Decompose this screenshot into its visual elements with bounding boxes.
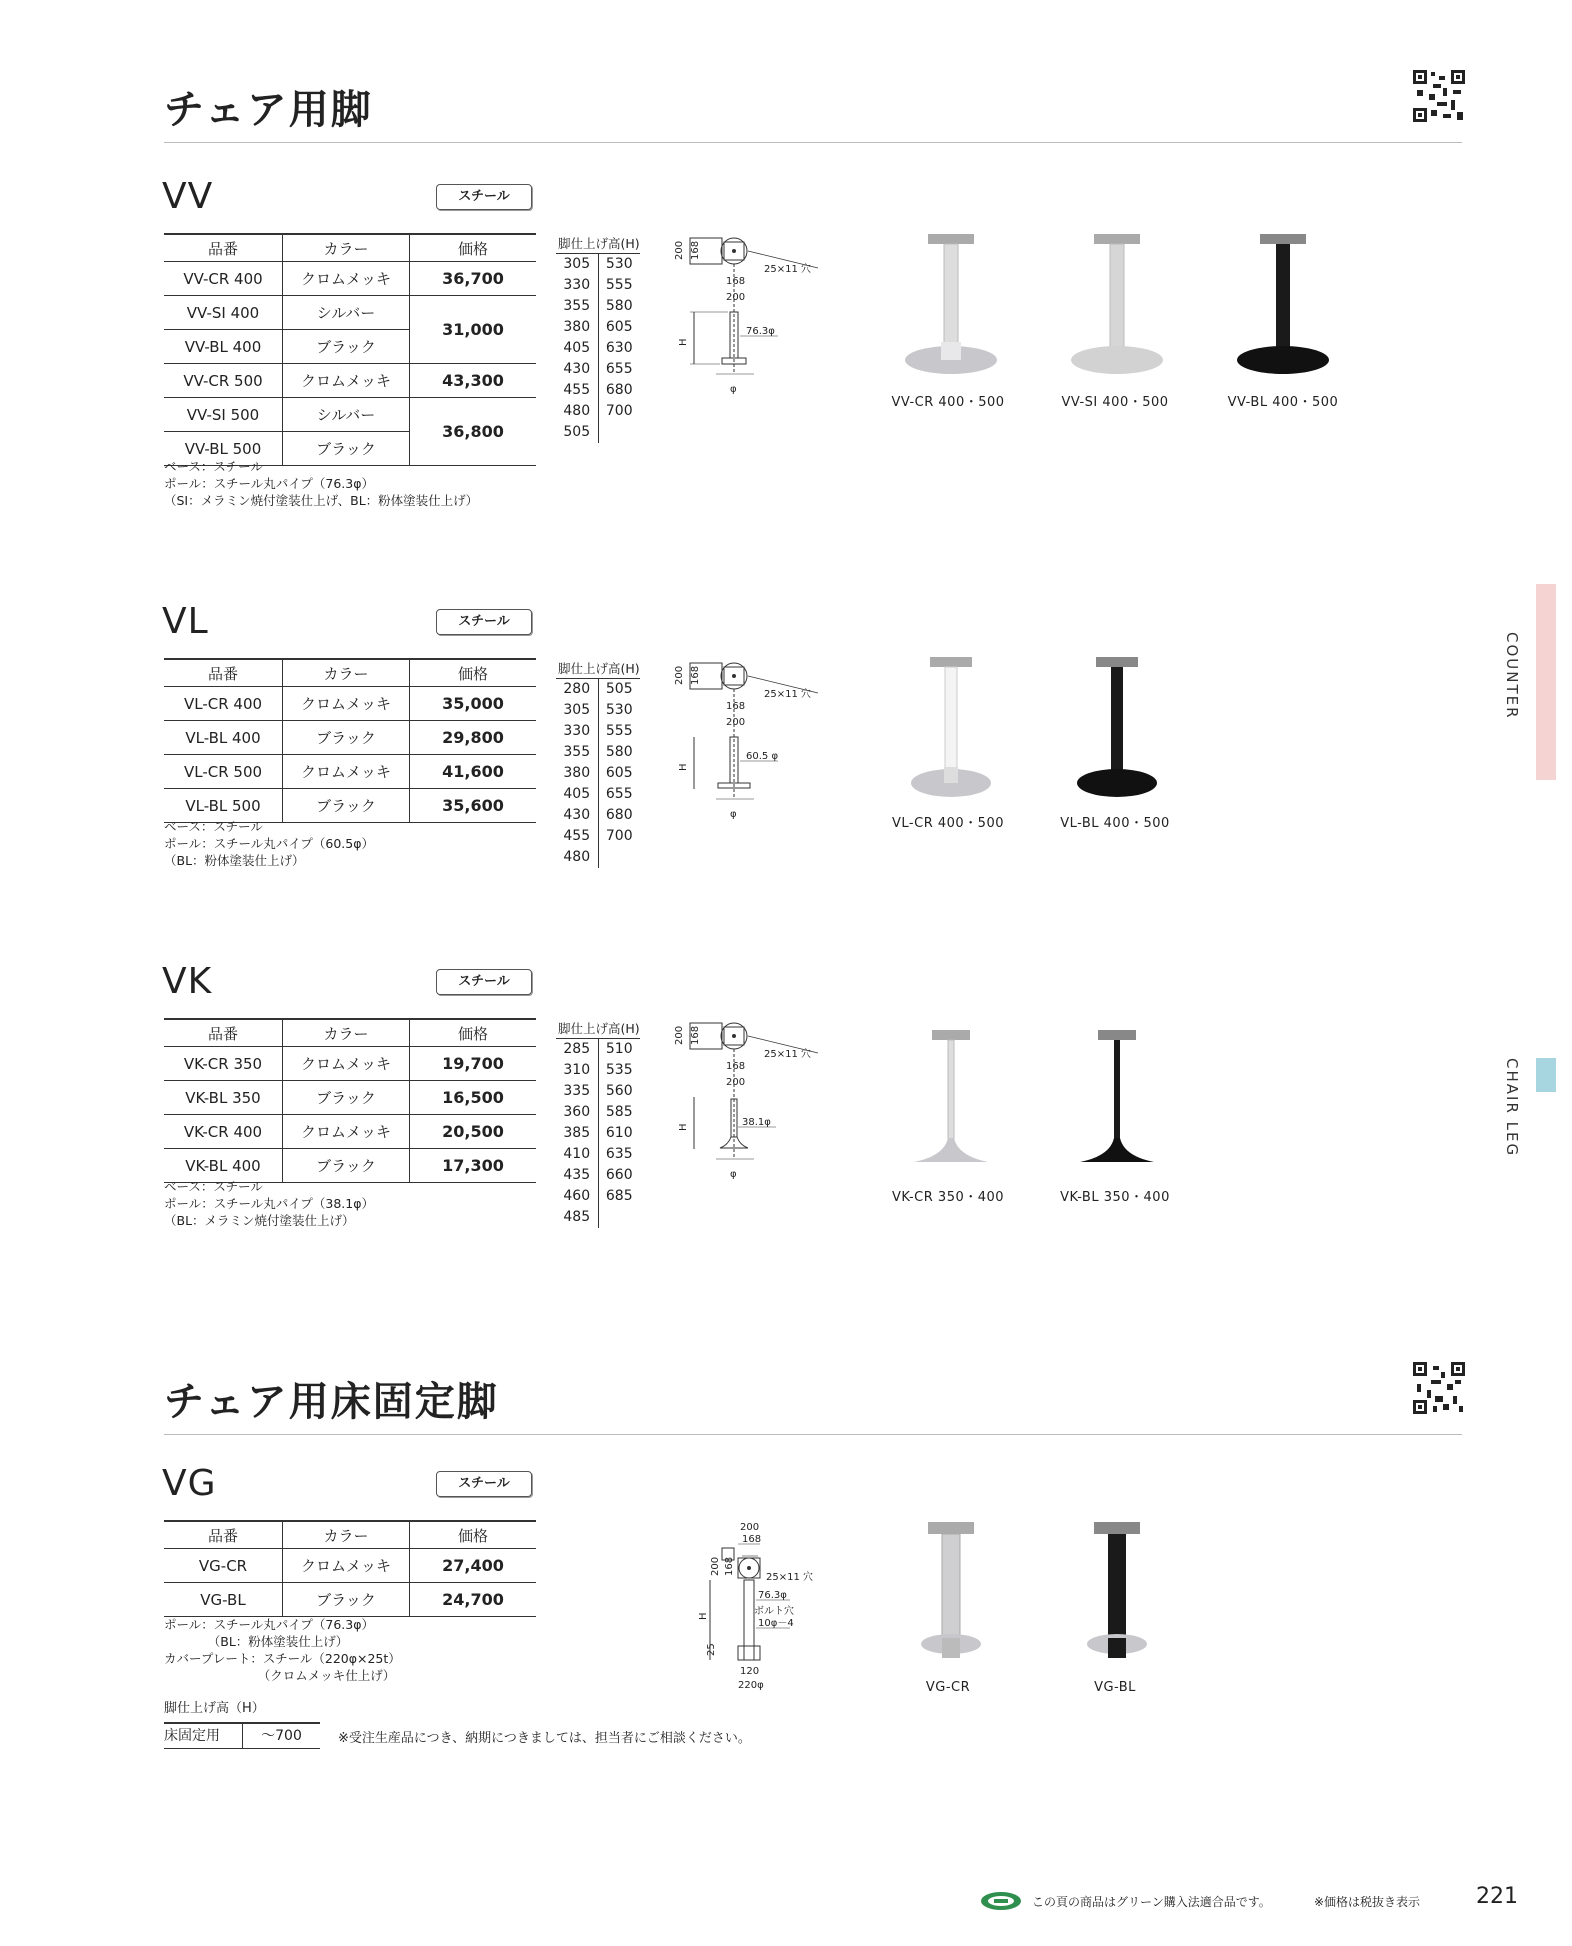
table-row — [164, 262, 536, 296]
height-col-right — [599, 679, 641, 868]
height-value: 305 — [563, 702, 591, 718]
product-image-vl-bl — [1062, 655, 1172, 805]
cell-code: VL-BL 500 — [164, 789, 283, 823]
col-header-code: 品番 — [164, 234, 283, 262]
table-row — [164, 1047, 536, 1081]
dim-168: 168 — [690, 665, 701, 685]
table-row — [164, 755, 536, 789]
series-name-vg: VG — [162, 1463, 217, 1504]
cell-code: VL-CR 500 — [164, 755, 283, 789]
cell-code: VG-BL — [164, 1583, 283, 1617]
height-value: 505 — [563, 424, 591, 440]
height-value: 455 — [563, 828, 591, 844]
dim-hole: 25×11 穴 — [764, 264, 812, 275]
height-value: 455 — [563, 382, 591, 398]
col-header-price: 価格 — [410, 1019, 537, 1047]
height-col-right — [599, 254, 641, 443]
height-value: 655 — [605, 361, 633, 377]
cell-color: ブラック — [283, 1583, 410, 1617]
height-col-left — [556, 679, 599, 868]
height-table-vl — [556, 659, 640, 868]
cell-price: 16,500 — [410, 1081, 537, 1115]
table-row — [164, 1081, 536, 1115]
cell-price: 41,600 — [410, 755, 537, 789]
dimension-diagram-vk — [668, 1017, 828, 1187]
caption-vk-cr: VK-CR 350・400 — [891, 1190, 1005, 1205]
green-purchase-logo-icon — [980, 1891, 1022, 1911]
dim-hole: 25×11 穴 — [764, 689, 812, 700]
dim-120: 120 — [740, 1666, 760, 1677]
dim-168: 168 — [742, 1534, 762, 1545]
caption-vl-cr: VL-CR 400・500 — [892, 816, 1004, 831]
dim-bolt-2: 10φ－4 — [758, 1618, 794, 1629]
product-image-vk-bl — [1062, 1028, 1172, 1178]
height-col-left — [556, 1039, 599, 1228]
dim-h: H — [678, 1123, 689, 1131]
dim-pipe: 38.1φ — [742, 1117, 771, 1128]
cell-price: 31,000 — [410, 296, 537, 364]
dimension-diagram-vv — [668, 232, 828, 402]
dim-pipe: 60.5 φ — [746, 751, 779, 762]
table-row — [164, 1549, 536, 1583]
height-value: 510 — [605, 1041, 633, 1057]
dim-200: 200 — [674, 1025, 685, 1045]
height-value: 360 — [563, 1104, 591, 1120]
dim-200-w: 200 — [726, 1077, 746, 1088]
cell-color: ブラック — [283, 432, 410, 466]
height-value: 385 — [563, 1125, 591, 1141]
cell-color: ブラック — [283, 330, 410, 364]
side-tab-chair-leg[interactable]: CHAIR LEG — [1503, 1058, 1521, 1158]
product-image-vv-cr — [896, 232, 1006, 382]
qr-code-icon[interactable] — [1413, 1362, 1465, 1414]
cell-color: クロムメッキ — [283, 262, 410, 296]
dim-200-v: 200 — [710, 1556, 721, 1576]
col-header-price: 価格 — [410, 234, 537, 262]
cell-color: ブラック — [283, 789, 410, 823]
dim-168-w: 168 — [726, 701, 746, 712]
cell-price: 35,600 — [410, 789, 537, 823]
height-value: 535 — [605, 1062, 633, 1078]
height-value: 555 — [605, 723, 633, 739]
cell-code: VV-SI 400 — [164, 296, 283, 330]
height-value: 585 — [605, 1104, 633, 1120]
dim-base: φ — [730, 1169, 737, 1180]
product-image-vk-cr — [896, 1028, 1006, 1178]
cell-code: VK-BL 400 — [164, 1149, 283, 1183]
height-value: 610 — [605, 1125, 633, 1141]
height-value: 700 — [605, 828, 633, 844]
side-tab-counter[interactable]: COUNTER — [1503, 632, 1521, 720]
cell-price: 17,300 — [410, 1149, 537, 1183]
qr-code-icon[interactable] — [1413, 70, 1465, 122]
dimension-diagram-vg — [680, 1518, 830, 1698]
caption-vv-bl: VV-BL 400・500 — [1227, 395, 1339, 410]
dim-pipe: 76.3φ — [746, 326, 775, 337]
height-value: 460 — [563, 1188, 591, 1204]
fixed-value: ～700 — [261, 1728, 302, 1744]
caption-vl-bl: VL-BL 400・500 — [1060, 816, 1170, 831]
col-header-code: 品番 — [164, 1019, 283, 1047]
height-value: 580 — [605, 744, 633, 760]
height-table-header: 脚仕上げ高(H) — [556, 659, 640, 679]
height-value: 380 — [563, 765, 591, 781]
col-header-code: 品番 — [164, 1521, 283, 1549]
cell-color: クロムメッキ — [283, 1549, 410, 1583]
cell-color: ブラック — [283, 721, 410, 755]
product-image-vv-si — [1062, 232, 1172, 382]
height-value: 555 — [605, 277, 633, 293]
cell-code: VG-CR — [164, 1549, 283, 1583]
height-value: 635 — [605, 1146, 633, 1162]
dim-base: 220φ — [738, 1680, 764, 1691]
dim-200: 200 — [674, 665, 685, 685]
green-purchase-note: この頁の商品はグリーン購入法適合品です。 — [1032, 1895, 1271, 1909]
dim-168-w: 168 — [726, 1061, 746, 1072]
material-badge: スチール — [436, 969, 532, 995]
series-name-vk: VK — [162, 961, 213, 1002]
height-value: 330 — [563, 277, 591, 293]
height-value: 685 — [605, 1188, 633, 1204]
height-table-header: 脚仕上げ高(H) — [556, 1019, 640, 1039]
col-header-code: 品番 — [164, 659, 283, 687]
height-value: 680 — [605, 382, 633, 398]
height-table-header: 脚仕上げ高(H) — [556, 234, 640, 254]
cell-color: クロムメッキ — [283, 755, 410, 789]
section-title-chair-leg: チェア用脚 — [164, 87, 373, 133]
cell-price: 27,400 — [410, 1549, 537, 1583]
dim-base: φ — [730, 809, 737, 820]
height-value: 630 — [605, 340, 633, 356]
product-image-vg-cr — [896, 1520, 1006, 1670]
height-value: 330 — [563, 723, 591, 739]
cell-code: VV-BL 400 — [164, 330, 283, 364]
cell-code: VV-CR 500 — [164, 364, 283, 398]
cell-price: 35,000 — [410, 687, 537, 721]
cell-code: VV-BL 500 — [164, 432, 283, 466]
height-value: 305 — [563, 256, 591, 272]
col-header-color: カラー — [283, 1019, 410, 1047]
dim-pipe: 76.3φ — [758, 1590, 787, 1601]
height-value: 380 — [563, 319, 591, 335]
table-row — [164, 1583, 536, 1617]
cell-color: ブラック — [283, 1081, 410, 1115]
cell-color: クロムメッキ — [283, 687, 410, 721]
col-header-color: カラー — [283, 659, 410, 687]
height-value: 355 — [563, 744, 591, 760]
page-number: 221 — [1476, 1884, 1518, 1909]
height-value: 700 — [605, 403, 633, 419]
dim-168: 168 — [690, 1025, 701, 1045]
height-value: 655 — [605, 786, 633, 802]
cell-price: 43,300 — [410, 364, 537, 398]
tax-note: ※価格は税抜き表示 — [1314, 1895, 1421, 1909]
table-row — [164, 687, 536, 721]
spec-table-vl — [164, 658, 536, 823]
dim-base: φ — [730, 384, 737, 395]
height-value: 680 — [605, 807, 633, 823]
cell-code: VL-CR 400 — [164, 687, 283, 721]
chair-leg-tab-marker[interactable] — [1536, 1058, 1556, 1092]
height-value: 405 — [563, 786, 591, 802]
material-notes: ベース：スチール ポール：スチール丸パイプ（60.5φ） （BL：粉体塗装仕上げ） — [164, 819, 374, 868]
height-value: 530 — [605, 256, 633, 272]
spec-table-vk — [164, 1018, 536, 1183]
dim-h: H — [678, 338, 689, 346]
table-row — [164, 398, 536, 432]
caption-vv-si: VV-SI 400・500 — [1061, 395, 1169, 410]
section-title-floor-fixed-leg: チェア用床固定脚 — [164, 1379, 499, 1425]
spec-table-vv — [164, 233, 536, 466]
height-value: 285 — [563, 1041, 591, 1057]
height-value: 485 — [563, 1209, 591, 1225]
table-row — [164, 296, 536, 330]
height-table-vk — [556, 1019, 640, 1228]
col-header-price: 価格 — [410, 1521, 537, 1549]
height-value: 530 — [605, 702, 633, 718]
material-notes: ベース：スチール ポール：スチール丸パイプ（76.3φ） （SI：メラミン焼付塗装仕上げ、BL：粉体塗装仕上げ） — [164, 459, 479, 508]
height-value: 505 — [605, 681, 633, 697]
cell-color: ブラック — [283, 1149, 410, 1183]
cell-color: シルバー — [283, 296, 410, 330]
cell-code: VV-SI 500 — [164, 398, 283, 432]
dim-hole: 25×11 穴 — [764, 1049, 812, 1060]
height-value: 430 — [563, 807, 591, 823]
counter-tab-marker[interactable] — [1536, 584, 1556, 780]
height-value: 605 — [605, 319, 633, 335]
caption-vk-bl: VK-BL 350・400 — [1060, 1190, 1170, 1205]
material-badge: スチール — [436, 1471, 532, 1497]
dim-hole: 25×11 穴 — [766, 1572, 814, 1583]
height-table-vv — [556, 234, 640, 443]
order-note: ※受注生産品につき、納期につきましては、担当者にご相談ください。 — [338, 1731, 751, 1746]
height-label: 脚仕上げ高（H） — [164, 1701, 265, 1716]
cell-price: 20,500 — [410, 1115, 537, 1149]
height-value: 435 — [563, 1167, 591, 1183]
cell-color: クロムメッキ — [283, 1047, 410, 1081]
cell-code: VK-CR 400 — [164, 1115, 283, 1149]
cell-color: クロムメッキ — [283, 1115, 410, 1149]
caption-vg-cr: VG-CR — [925, 1680, 971, 1695]
table-row — [164, 721, 536, 755]
dim-h: H — [698, 1612, 709, 1620]
cell-code: VV-CR 400 — [164, 262, 283, 296]
dim-200: 200 — [740, 1522, 760, 1533]
height-value: 280 — [563, 681, 591, 697]
height-value: 480 — [563, 403, 591, 419]
series-name-vl: VL — [162, 601, 209, 642]
material-notes: ポール：スチール丸パイプ（76.3φ） （BL：粉体塗装仕上げ） カバープレート：スチール（220φ×25t） （クロムメッキ仕上げ） — [164, 1617, 401, 1683]
cell-color: クロムメッキ — [283, 364, 410, 398]
height-col-right — [599, 1039, 641, 1228]
height-value: 310 — [563, 1062, 591, 1078]
dim-200-w: 200 — [726, 717, 746, 728]
fixed-label: 床固定用 — [164, 1724, 243, 1748]
cell-price: 36,700 — [410, 262, 537, 296]
dim-200: 200 — [674, 240, 685, 260]
material-badge: スチール — [436, 609, 532, 635]
cell-price: 29,800 — [410, 721, 537, 755]
height-value: 335 — [563, 1083, 591, 1099]
dim-168: 168 — [690, 240, 701, 260]
product-image-vg-bl — [1062, 1520, 1172, 1670]
height-value: 405 — [563, 340, 591, 356]
height-value: 560 — [605, 1083, 633, 1099]
height-value: 410 — [563, 1146, 591, 1162]
table-row — [164, 364, 536, 398]
cell-price: 24,700 — [410, 1583, 537, 1617]
col-header-color: カラー — [283, 234, 410, 262]
cell-price: 36,800 — [410, 398, 537, 466]
series-name-vv: VV — [162, 176, 214, 217]
dim-bolt: ボルト穴 — [754, 1606, 794, 1617]
cell-color: シルバー — [283, 398, 410, 432]
height-value: 580 — [605, 298, 633, 314]
height-value: 480 — [563, 849, 591, 865]
spec-table-vg — [164, 1520, 536, 1617]
material-notes: ベース：スチール ポール：スチール丸パイプ（38.1φ） （BL：メラミン焼付塗装仕上げ） — [164, 1179, 374, 1228]
col-header-color: カラー — [283, 1521, 410, 1549]
height-value: 605 — [605, 765, 633, 781]
cell-price: 19,700 — [410, 1047, 537, 1081]
cell-code: VK-BL 350 — [164, 1081, 283, 1115]
dim-168-v: 168 — [724, 1556, 735, 1576]
dim-25: 25 — [706, 1643, 717, 1656]
product-image-vl-cr — [896, 655, 1006, 805]
caption-vv-cr: VV-CR 400・500 — [891, 395, 1005, 410]
cell-code: VL-BL 400 — [164, 721, 283, 755]
cell-code: VK-CR 350 — [164, 1047, 283, 1081]
table-row — [164, 1115, 536, 1149]
col-header-price: 価格 — [410, 659, 537, 687]
fixed-height-table — [164, 1722, 320, 1749]
height-value: 430 — [563, 361, 591, 377]
height-value: 355 — [563, 298, 591, 314]
caption-vg-bl: VG-BL — [1094, 1680, 1136, 1695]
dim-h: H — [678, 763, 689, 771]
dim-168-w: 168 — [726, 276, 746, 287]
height-col-left — [556, 254, 599, 443]
height-value: 660 — [605, 1167, 633, 1183]
dimension-diagram-vl — [668, 657, 828, 827]
product-image-vv-bl — [1228, 232, 1338, 382]
material-badge: スチール — [436, 184, 532, 210]
dim-200-w: 200 — [726, 292, 746, 303]
